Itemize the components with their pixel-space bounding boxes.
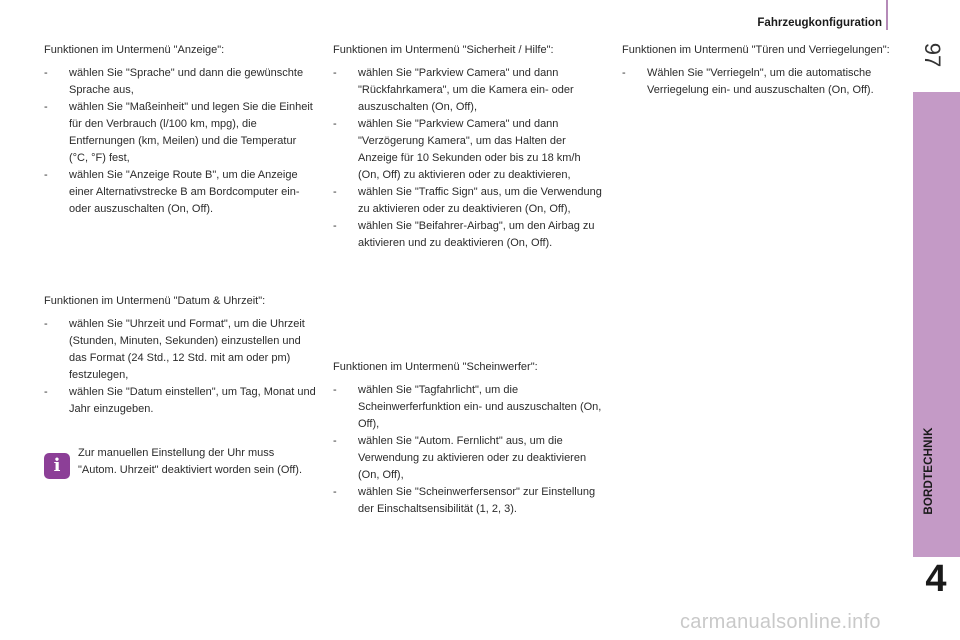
info-icon: i: [44, 453, 70, 479]
bullet-dash: -: [333, 118, 337, 130]
bullet-dash: -: [44, 67, 48, 79]
list-item: [333, 116, 605, 184]
list-item-text: wählen Sie "Tagfahrlicht", um die Scheinwerferfunktion ein- und auszuschalten (On, Off),: [358, 384, 602, 430]
list-item-text: wählen Sie "Traffic Sign" aus, um die Verwendung zu aktivieren oder zu deaktivieren (On, Off),: [358, 186, 602, 215]
info-note-text: Zur manuellen Einstellung der Uhr muss "Autom. Uhrzeit" deaktiviert worden sein (Off).: [78, 447, 303, 476]
list-item-text: wählen Sie "Parkview Camera" und dann "Rückfahrkamera", um die Kamera ein- oder auszuschalten (On, Off),: [358, 67, 574, 113]
list-item-text: wählen Sie "Sprache" und dann die gewünschte Sprache aus,: [69, 67, 304, 96]
list-item: [44, 99, 316, 167]
page-number: 97: [920, 42, 945, 68]
bullet-dash: -: [333, 435, 337, 447]
page-header-title: Fahrzeugkonfiguration: [757, 17, 882, 29]
list-item: [622, 65, 900, 99]
list-item: [333, 382, 605, 433]
list-item-text: Wählen Sie "Verriegeln", um die automatische Verriegelung ein- und auszuschalten (On, Off).: [647, 67, 874, 96]
chapter-number: 4: [925, 558, 947, 600]
list-item: [44, 167, 316, 218]
list-item: [333, 184, 605, 218]
section-heading: Funktionen im Untermenü "Scheinwerfer":: [333, 361, 538, 373]
chapter-tab-label: BORDTECHNIK: [923, 427, 935, 515]
bullet-dash: -: [44, 169, 48, 181]
bullet-dash: -: [333, 67, 337, 79]
list-item: [333, 484, 605, 518]
bullet-dash: -: [44, 318, 48, 330]
list-item: [333, 433, 605, 484]
section-sicherheit-hilfe: [333, 42, 605, 252]
list-item-text: wählen Sie "Autom. Fernlicht" aus, um die Verwendung zu aktivieren oder zu deaktivieren (On, Off),: [358, 435, 587, 481]
bullet-dash: -: [333, 384, 337, 396]
section-heading: Funktionen im Untermenü "Sicherheit / Hilfe":: [333, 44, 554, 56]
list-item-text: wählen Sie "Parkview Camera" und dann "Verzögerung Kamera", um das Halten der Anzeige für 10 Sekunden oder bis zu 18 km/h (On, Off) zu aktivieren oder zu deaktivieren,: [358, 118, 581, 181]
list-item-text: wählen Sie "Maßeinheit" und legen Sie die Einheit für den Verbrauch (l/100 km, mpg), die Entfernungen (km, Meilen) und die Temperatur (°C, °F) fest,: [69, 101, 313, 164]
list-item: [44, 384, 316, 418]
list-item: [44, 316, 316, 384]
bullet-dash: -: [44, 101, 48, 113]
section-datum-uhrzeit: [44, 293, 316, 418]
list-item-text: wählen Sie "Beifahrer-Airbag", um den Airbag zu aktivieren und zu deaktivieren (On, Off).: [358, 220, 595, 249]
section-heading: Funktionen im Untermenü "Türen und Verriegelungen":: [622, 44, 890, 56]
bullet-dash: -: [622, 67, 626, 79]
list-item-text: wählen Sie "Datum einstellen", um Tag, Monat und Jahr einzugeben.: [69, 386, 316, 415]
list-item: [333, 218, 605, 252]
list-item: [333, 65, 605, 116]
bullet-dash: -: [333, 220, 337, 232]
bullet-dash: -: [333, 486, 337, 498]
section-scheinwerfer: [333, 359, 605, 518]
list-item-text: wählen Sie "Scheinwerfersensor" zur Einstellung der Einschaltsensibilität (1, 2, 3).: [358, 486, 596, 515]
section-anzeige: [44, 42, 316, 218]
list-item-text: wählen Sie "Uhrzeit und Format", um die Uhrzeit (Stunden, Minuten, Sekunden) einzustellen und das Format (24 Std., 12 Std. mit am oder pm) festzulegen,: [69, 318, 305, 381]
bullet-dash: -: [333, 186, 337, 198]
header-rule: [886, 0, 888, 30]
bullet-dash: -: [44, 386, 48, 398]
list-item-text: wählen Sie "Anzeige Route B", um die Anzeige einer Alternativstrecke B am Bordcomputer ein- oder auszuschalten (On, Off).: [69, 169, 300, 215]
section-tueren-verriegelungen: [622, 42, 900, 99]
watermark: carmanualsonline.info: [680, 611, 881, 633]
section-heading: Funktionen im Untermenü "Datum & Uhrzeit":: [44, 295, 266, 307]
section-heading: Funktionen im Untermenü "Anzeige":: [44, 44, 225, 56]
info-note: [44, 445, 304, 490]
list-item: [44, 65, 316, 99]
